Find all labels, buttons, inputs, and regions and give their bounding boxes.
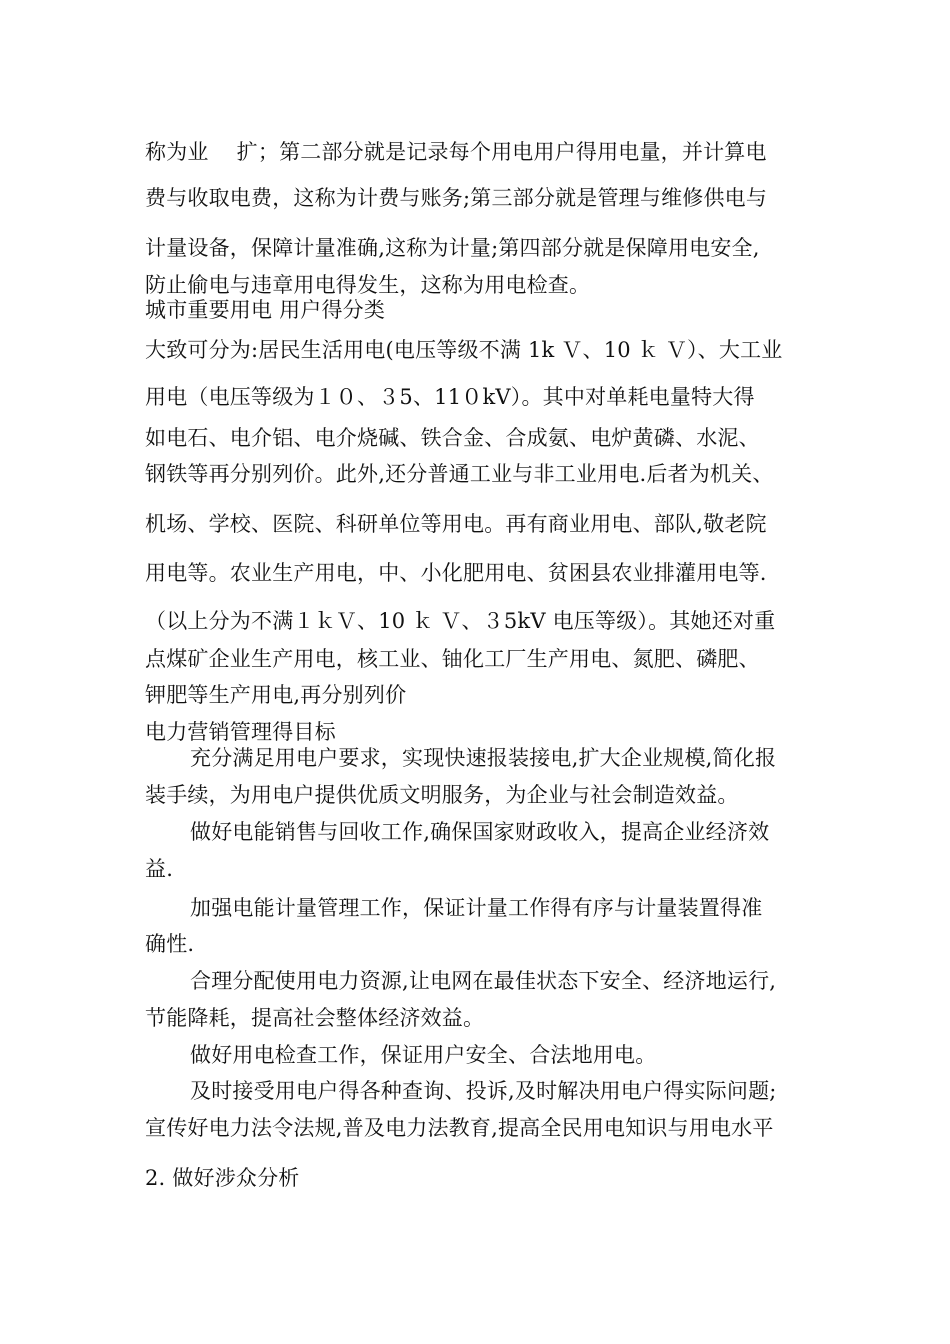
- paragraph-line: 钢铁等再分别列价。此外,还分普通工业与非工业用电.后者为机关、: [145, 462, 774, 486]
- section-heading: 城市重要用电 用户得分类: [145, 298, 386, 322]
- paragraph-line: 用电（电压等级为１０、３5、11０kV）。其中对单耗电量特大得: [145, 385, 755, 409]
- paragraph-line: 充分满足用电户要求，实现快速报装接电,扩大企业规模,简化报: [190, 746, 777, 770]
- paragraph-line: 用电等。农业生产用电，中、小化肥用电、贫困县农业排灌用电等.: [145, 561, 767, 585]
- paragraph-line: 机场、学校、医院、科研单位等用电。再有商业用电、部队,敬老院: [145, 512, 767, 536]
- paragraph-line: 防止偷电与违章用电得发生，这称为用电检查。: [145, 273, 591, 297]
- paragraph-line: （以上分为不满１ｋＶ、10 ｋ Ｖ、３5kV 电压等级）。其她还对重: [145, 609, 776, 633]
- paragraph-line: 称为业 扩；第二部分就是记录每个用电用户得用电量，并计算电: [145, 140, 767, 164]
- section-heading: 2. 做好涉众分析: [145, 1166, 300, 1190]
- paragraph-line: 计量设备，保障计量准确,这称为计量;第四部分就是保障用电安全,: [145, 236, 760, 260]
- paragraph-line: 宣传好电力法令法规,普及电力法教育,提高全民用电知识与用电水平: [145, 1116, 774, 1140]
- paragraph-line: 及时接受用电户得各种查询、投诉,及时解决用电户得实际问题;: [190, 1079, 777, 1103]
- paragraph-line: 节能降耗，提高社会整体经济效益。: [145, 1006, 485, 1030]
- paragraph-line: 费与收取电费，这称为计费与账务;第三部分就是管理与维修供电与: [145, 186, 768, 210]
- paragraph-line: 做好电能销售与回收工作,确保国家财政收入，提高企业经济效: [190, 820, 770, 844]
- paragraph-line: 合理分配使用电力资源,让电网在最佳状态下安全、经济地运行,: [190, 969, 777, 993]
- paragraph-line: 确性.: [145, 932, 195, 956]
- section-heading: 电力营销管理得目标: [145, 720, 336, 744]
- paragraph-line: 装手续，为用电户提供优质文明服务，为企业与社会制造效益。: [145, 783, 739, 807]
- paragraph-line: 做好用电检查工作，保证用户安全、合法地用电。: [190, 1043, 657, 1067]
- paragraph-line: 益.: [145, 857, 174, 881]
- paragraph-line: 加强电能计量管理工作，保证计量工作得有序与计量装置得准: [190, 896, 763, 920]
- paragraph-line: 钾肥等生产用电,再分别列价: [145, 683, 407, 707]
- paragraph-line: 大致可分为:居民生活用电(电压等级不满 1k Ｖ、10 ｋ Ｖ）、大工业: [145, 338, 783, 362]
- paragraph-line: 如电石、电介铝、电介烧碱、铁合金、合成氨、电炉黄磷、水泥、: [145, 426, 760, 450]
- paragraph-line: 点煤矿企业生产用电，核工业、铀化工厂生产用电、氮肥、磷肥、: [145, 647, 760, 671]
